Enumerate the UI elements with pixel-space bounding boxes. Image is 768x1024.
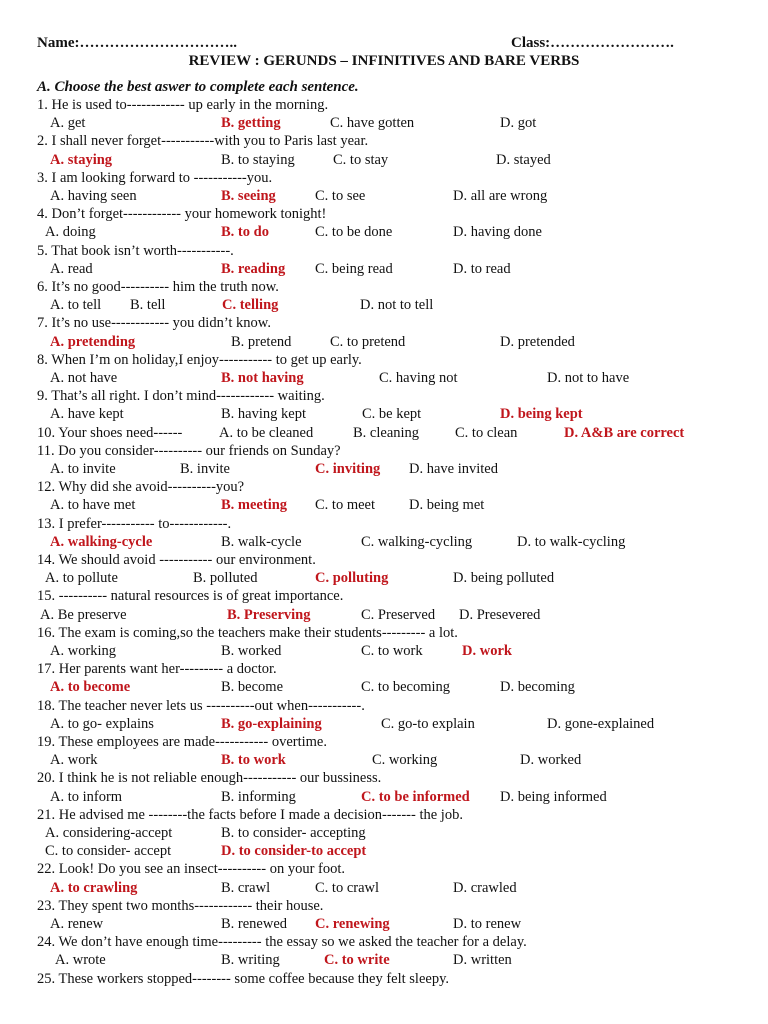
answer-option-correct: A. to crawling: [50, 879, 138, 896]
answer-option: A. have kept: [50, 406, 124, 423]
answer-option: D. to walk-cycling: [517, 533, 626, 550]
answer-option: B. invite: [180, 461, 230, 477]
answer-option: D. not to have: [547, 370, 630, 386]
answer-option-correct: C. inviting: [315, 461, 381, 477]
answer-option-correct: C. polluting: [315, 570, 389, 587]
answer-option: C. go-to explain: [381, 715, 475, 732]
question-stem: 16. The exam is coming,so the teachers make their students--------- a lot.: [37, 624, 458, 641]
answer-option: B. to staying: [221, 151, 295, 168]
answer-option: D. to read: [453, 260, 511, 277]
answer-option-correct: B. meeting: [221, 497, 288, 514]
question-stem: 1. He is used to------------ up early in the morning.: [37, 97, 329, 113]
answer-option-correct: D. work: [462, 643, 512, 659]
answer-option-correct: B. getting: [221, 115, 281, 132]
answer-option: A. to be cleaned: [219, 424, 314, 441]
answer-option: C. to meet: [315, 497, 376, 514]
answer-option: B. become: [221, 679, 284, 696]
answer-option: A. to invite: [50, 461, 116, 477]
answer-option: B. pretend: [231, 333, 292, 350]
answer-option: C. to clean: [455, 424, 518, 441]
question-stem: 2. I shall never forget-----------with you to Paris last year.: [37, 133, 369, 150]
answer-option: B. to consider- accepting: [221, 825, 366, 841]
answer-option: A. Be preserve: [40, 606, 127, 623]
answer-option: D. stayed: [496, 151, 551, 168]
answer-option: A. read: [50, 260, 93, 277]
question-stem: 17. Her parents want her--------- a doctor.: [37, 661, 277, 678]
question-stem: 24. We don’t have enough time--------- the essay so we asked the teacher for a delay.: [37, 934, 527, 951]
answer-option: C. working: [372, 752, 438, 769]
answer-option: B. informing: [221, 788, 296, 805]
answer-option-correct: B. to work: [221, 752, 286, 769]
answer-option: A. to go- explains: [50, 715, 154, 732]
answer-option-correct: C. telling: [222, 297, 279, 314]
question-stem: 20. I think he is not reliable enough----------- our bussiness.: [37, 770, 382, 787]
worksheet-title: REVIEW : GERUNDS – INFINITIVES AND BARE VERBS: [188, 53, 580, 69]
question-stem: 19. These employees are made----------- overtime.: [37, 734, 327, 750]
answer-option-correct: B. go-explaining: [221, 715, 322, 732]
answer-option: B. renewed: [221, 916, 288, 932]
answer-option: D. have invited: [409, 461, 498, 477]
answer-option-correct: B. reading: [221, 260, 286, 277]
answer-option-correct: C. to write: [324, 952, 390, 969]
answer-option: B. writing: [221, 952, 280, 969]
answer-option-correct: A. staying: [50, 151, 113, 168]
answer-option: C. to stay: [333, 151, 389, 168]
answer-option: A. having seen: [50, 188, 137, 204]
question-stem: 23. They spent two months------------ their house.: [37, 897, 324, 914]
answer-option-correct: D. A&B are correct: [564, 424, 685, 441]
answer-option-correct: B. not having: [221, 370, 304, 386]
answer-option: A. get: [50, 115, 86, 132]
answer-option: C. to work: [361, 643, 423, 659]
question-stem: 13. I prefer----------- to------------.: [37, 515, 232, 532]
question-stem: 22. Look! Do you see an insect---------- on your foot.: [37, 861, 346, 878]
question-stem: 9. That’s all right. I don’t mind------------ waiting.: [37, 388, 325, 405]
answer-option: D. Presevered: [459, 606, 541, 623]
answer-option: C. be kept: [362, 406, 422, 423]
question-stem: 4. Don’t forget------------ your homework tonight!: [37, 206, 327, 223]
answer-option: A. to inform: [50, 788, 123, 805]
answer-option-correct: A. to become: [50, 679, 131, 696]
question-stem: 21. He advised me --------the facts before I made a decision------- the job.: [37, 806, 463, 823]
answer-option: C. to crawl: [315, 879, 380, 896]
answer-option: D. got: [500, 115, 537, 132]
answer-option: C. walking-cycling: [361, 533, 473, 550]
answer-option-correct: A. pretending: [50, 333, 136, 350]
answer-option: D. being informed: [500, 788, 607, 805]
answer-option: D. having done: [453, 224, 542, 241]
answer-option: D. not to tell: [360, 297, 434, 314]
answer-option: B. worked: [221, 643, 282, 659]
question-stem: 18. The teacher never lets us ----------out when-----------.: [37, 697, 365, 714]
question-stem: 8. When I’m on holiday,I enjoy----------- to get up early.: [37, 351, 362, 368]
answer-option: C. to pretend: [330, 333, 406, 350]
answer-option: B. polluted: [193, 570, 258, 587]
answer-option-correct: B. seeing: [221, 188, 276, 204]
answer-option-correct: D. being kept: [500, 406, 583, 423]
question-stem: 5. That book isn’t worth-----------.: [37, 242, 234, 259]
answer-option: A. to tell: [50, 297, 102, 314]
answer-option: C. having not: [379, 370, 458, 386]
answer-option: C. to see: [315, 188, 366, 204]
answer-option: D. being met: [409, 497, 485, 514]
answer-option: D. worked: [520, 752, 582, 769]
answer-option: A. work: [50, 752, 98, 769]
answer-option: C. to becoming: [361, 679, 451, 696]
answer-option: B. crawl: [221, 879, 271, 896]
answer-option: A. renew: [50, 916, 104, 932]
answer-option: B. tell: [130, 297, 166, 314]
answer-option: B. walk-cycle: [221, 533, 302, 550]
question-stem: 11. Do you consider---------- our friends on Sunday?: [37, 442, 341, 459]
answer-option: C. to consider- accept: [45, 843, 172, 860]
name-field-label: Name:…………………………..: [37, 35, 237, 51]
question-stem: 25. These workers stopped-------- some coffee because they felt sleepy.: [37, 970, 450, 987]
section-instruction: A. Choose the best aswer to complete each sentence.: [37, 79, 359, 95]
answer-option: A. wrote: [55, 952, 106, 969]
answer-option: D. becoming: [500, 679, 575, 696]
question-stem: 15. ---------- natural resources is of great importance.: [37, 588, 344, 605]
answer-option-correct: B. Preserving: [227, 606, 311, 623]
answer-option-correct: A. walking-cycle: [50, 533, 153, 550]
answer-option: D. pretended: [500, 333, 575, 350]
question-stem: 3. I am looking forward to -----------you.: [37, 169, 273, 186]
answer-option: A. considering-accept: [45, 825, 173, 841]
answer-option: 10. Your shoes need------: [37, 424, 183, 441]
class-field-label: Class:…………………….: [511, 35, 674, 51]
answer-option: C. have gotten: [330, 115, 415, 132]
answer-option: D. written: [453, 952, 512, 969]
answer-option: B. cleaning: [353, 424, 420, 441]
question-stem: 7. It’s no use------------ you didn’t know.: [37, 315, 271, 332]
answer-option: A. doing: [45, 224, 96, 241]
answer-option: B. having kept: [221, 406, 306, 423]
question-stem: 6. It’s no good---------- him the truth now.: [37, 279, 279, 295]
answer-option-correct: D. to consider-to accept: [221, 843, 367, 860]
answer-option: D. crawled: [453, 879, 517, 896]
answer-option: C. to be done: [315, 224, 393, 241]
question-stem: 12. Why did she avoid----------you?: [37, 479, 245, 496]
answer-option-correct: C. renewing: [315, 916, 390, 932]
answer-option: A. to pollute: [45, 570, 118, 587]
answer-option: A. to have met: [50, 497, 136, 514]
answer-option: D. all are wrong: [453, 188, 548, 204]
answer-option: D. to renew: [453, 916, 522, 932]
question-stem: 14. We should avoid ----------- our environment.: [37, 552, 316, 568]
answer-option: A. not have: [50, 370, 118, 386]
answer-option: C. Preserved: [361, 606, 436, 623]
answer-option-correct: C. to be informed: [361, 788, 470, 805]
answer-option: A. working: [50, 643, 117, 659]
answer-option: C. being read: [315, 260, 393, 277]
answer-option-correct: B. to do: [221, 224, 269, 241]
answer-option: D. gone-explained: [547, 715, 655, 732]
answer-option: D. being polluted: [453, 570, 555, 587]
